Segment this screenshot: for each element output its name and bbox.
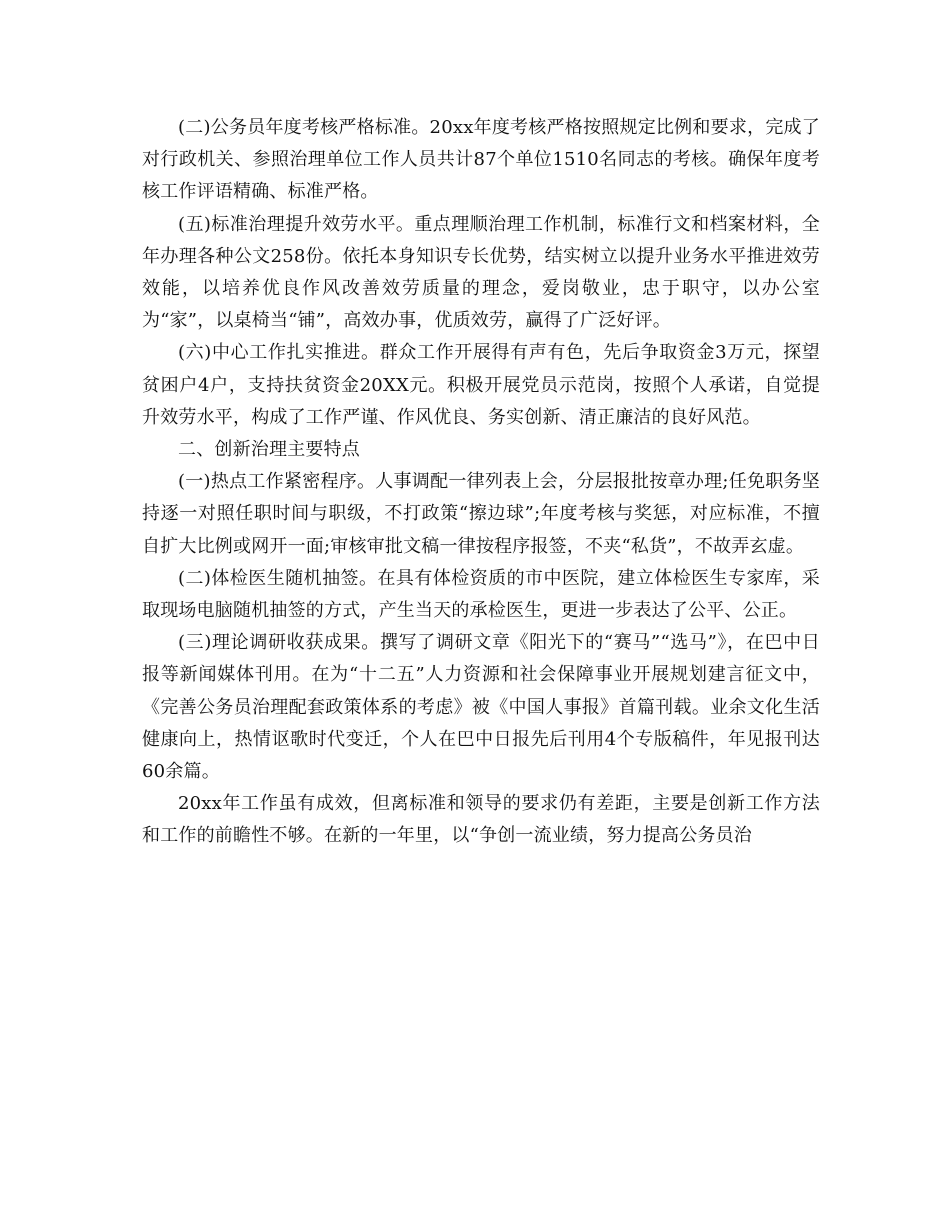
paragraph-service-level: (五)标准治理提升效劳水平。重点理顺治理工作机制，标准行文和档案材料，全年办理各种公文258份。依托本身知识专长优势，结实树立以提升业务水平推进效劳效能，以培养优良作风改善效劳质量的理念，爱岗敬业，忠于职守，以办公室为“家”，以桌椅当“铺”，高效办事，优质效劳，赢得了广泛好评。 <box>142 213 820 332</box>
paragraph-procedure: (一)热点工作紧密程序。人事调配一律列表上会，分层报批按章办理;任免职务坚持逐一对照任职时间与职级，不打政策“擦边球”;年度考核与奖惩，对应标准，不擅自扩大比例或网开一面;审核审批文稿一律按程序报签，不夹“私货”，不故弄玄虚。 <box>142 471 820 557</box>
paragraph-central-work: (六)中心工作扎实推进。群众工作开展得有声有色，先后争取资金3万元，探望贫困户4户，支持扶贫资金20XX元。积极开展党员示范岗，按照个人承诺，自觉提升效劳水平，构成了工作严谨、作风优良、务实创新、清正廉洁的良好风范。 <box>142 342 820 428</box>
paragraph-doctor-selection: (二)体检医生随机抽签。在具有体检资质的市中医院，建立体检医生专家库，采取现场电脑随机抽签的方式，产生当天的承检医生，更进一步表达了公平、公正。 <box>142 567 820 622</box>
section-heading: 二、创新治理主要特点 <box>178 439 360 461</box>
paragraph-research: (三)理论调研收获成果。撰写了调研文章《阳光下的“赛马”“选马”》，在巴中日报等新闻媒体刊用。在为“十二五”人力资源和社会保障事业开展规划建言征文中，《完善公务员治理配套政策体系的考虑》被《中国人事报》首篇刊载。业余文化生活健康向上，热情讴歌时代变迁，个人在巴中日报先后刊用4个专版稿件，年见报刊达60余篇。 <box>142 632 820 783</box>
paragraph-assessment: (二)公务员年度考核严格标准。20xx年度考核严格按照规定比例和要求，完成了对行政机关、参照治理单位工作人员共计87个单位1510名同志的考核。确保年度考核工作评语精确、标准严格。 <box>142 117 820 203</box>
paragraph-conclusion: 20xx年工作虽有成效，但离标准和领导的要求仍有差距，主要是创新工作方法和工作的前瞻性不够。在新的一年里，以“争创一流业绩，努力提高公务员治 <box>142 793 820 847</box>
